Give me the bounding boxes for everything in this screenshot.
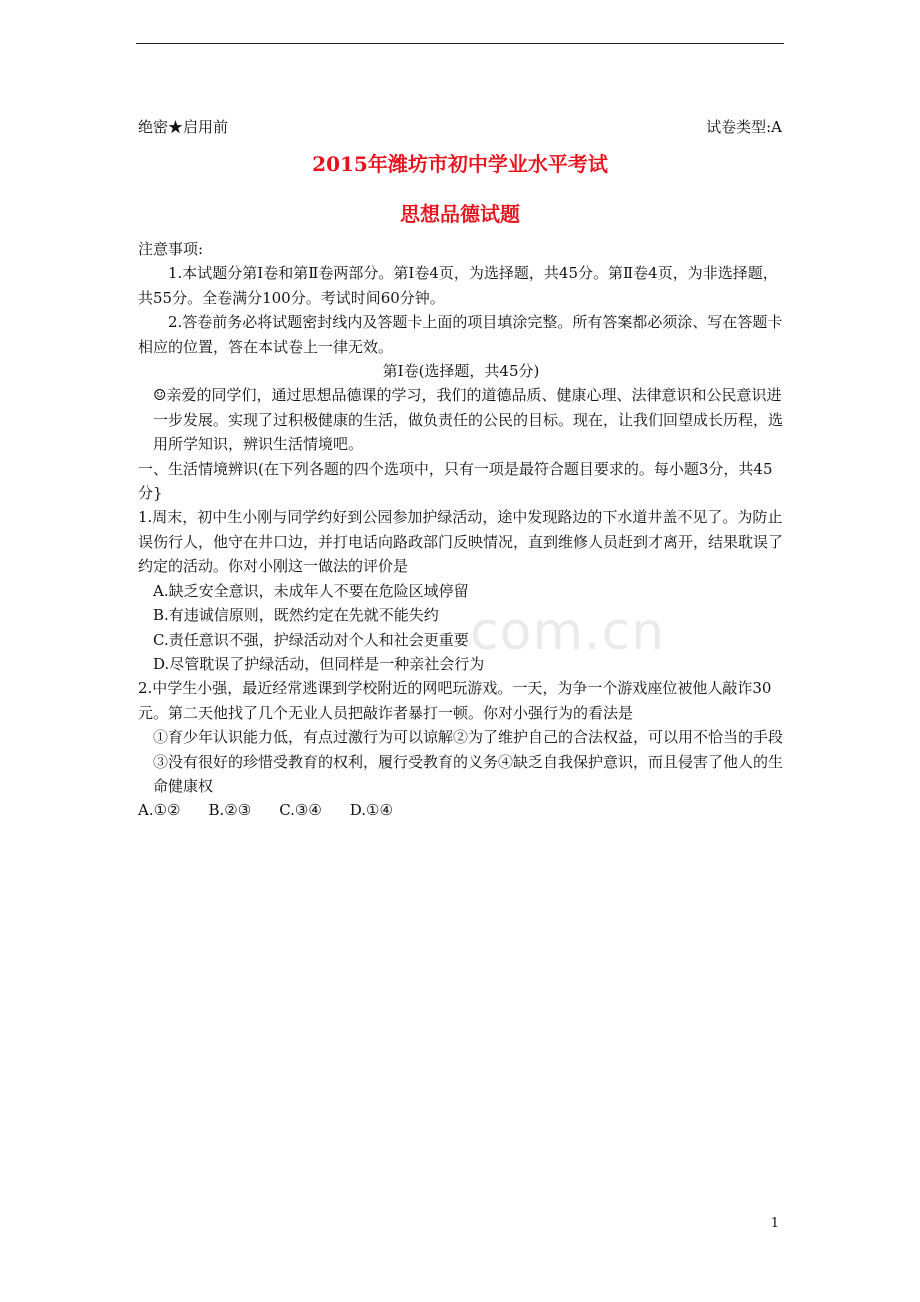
notice-item-2: 2.答卷前务必将试题密封线内及答题卡上面的项目填涂完整。所有答案都必须涂、写在答题卡相应的位置，答在本试卷上一律无效。 — [138, 313, 783, 356]
question-1-option-b: B.有违诚信原则，既然约定在先就不能失约 — [153, 606, 439, 625]
exam-body — [138, 237, 784, 823]
page-number: 1 — [770, 1216, 779, 1231]
question-1-option-d: D.尽管耽误了护绿活动，但同样是一种亲社会行为 — [153, 654, 485, 673]
question-2-option-b: B.②③ — [208, 801, 252, 820]
question-2-option-a: A.①② — [138, 801, 181, 820]
notice-heading: 注意事项: — [138, 240, 204, 258]
question-1-stem: 1.周末，初中生小刚与同学约好到公园参加护绿活动，途中发现路边的下水道井盖不见了。为防止误伤行人，他守在井口边，并打电话向路政部门反映情况，直到维修人员赶到才离开，结果耽误了约定的活动。你对小刚这一做法的评价是 — [138, 508, 784, 576]
question-2-stem: 2.中学生小强，最近经常逃课到学校附近的网吧玩游戏。一天，为争一个游戏座位被他人敲诈30元。第二天他找了几个无业人员把敲诈者暴打一顿。你对小强行为的看法是 — [138, 679, 772, 722]
notice-item-1: 1.本试题分第Ⅰ卷和第Ⅱ卷两部分。第Ⅰ卷4页，为选择题，共45分。第Ⅱ卷4页，为非选择题，共55分。全卷满分100分。考试时间60分钟。 — [138, 264, 778, 307]
question-2-option-c: C.③④ — [279, 801, 322, 820]
question-2-option-d: D.①④ — [349, 801, 393, 820]
section-title: 第Ⅰ卷(选择题，共45分) — [382, 362, 540, 381]
header-rule — [136, 43, 784, 44]
question-1-option-c: C.责任意识不强，护绿活动对个人和社会更重要 — [153, 630, 469, 649]
section-intro: ☺亲爱的同学们，通过思想品德课的学习，我们的道德品质、健康心理、法律意识和公民意识进一步发展。实现了过积极健康的生活，做负责任的公民的目标。现在，让我们回望成长历程，选用所学知识，辨识生活情境吧。 — [153, 386, 784, 454]
exam-title: 2015年潍坊市初中学业水平考试 — [312, 152, 608, 176]
question-1-option-a: A.缺乏安全意识，未成年人不要在危险区域停留 — [153, 581, 469, 600]
question-2-options — [138, 798, 784, 822]
confidential-label: 绝密★启用前 — [138, 118, 229, 136]
watermark: com.cn — [470, 602, 666, 662]
question-2-statements: ①育少年认识能力低，有点过激行为可以谅解②为了维护自己的合法权益，可以用不恰当的手段③没有很好的珍惜受教育的权利，履行受教育的义务④缺乏自我保护意识，而且侵害了他人的生命健康权 — [153, 728, 784, 795]
part-heading: 一、生活情境辨识(在下列各题的四个选项中，只有一项是最符合题目要求的。每小题3分，共45分} — [138, 459, 773, 503]
paper-type-label: 试卷类型:A — [706, 118, 782, 136]
subject-title: 思想品德试题 — [400, 202, 520, 226]
